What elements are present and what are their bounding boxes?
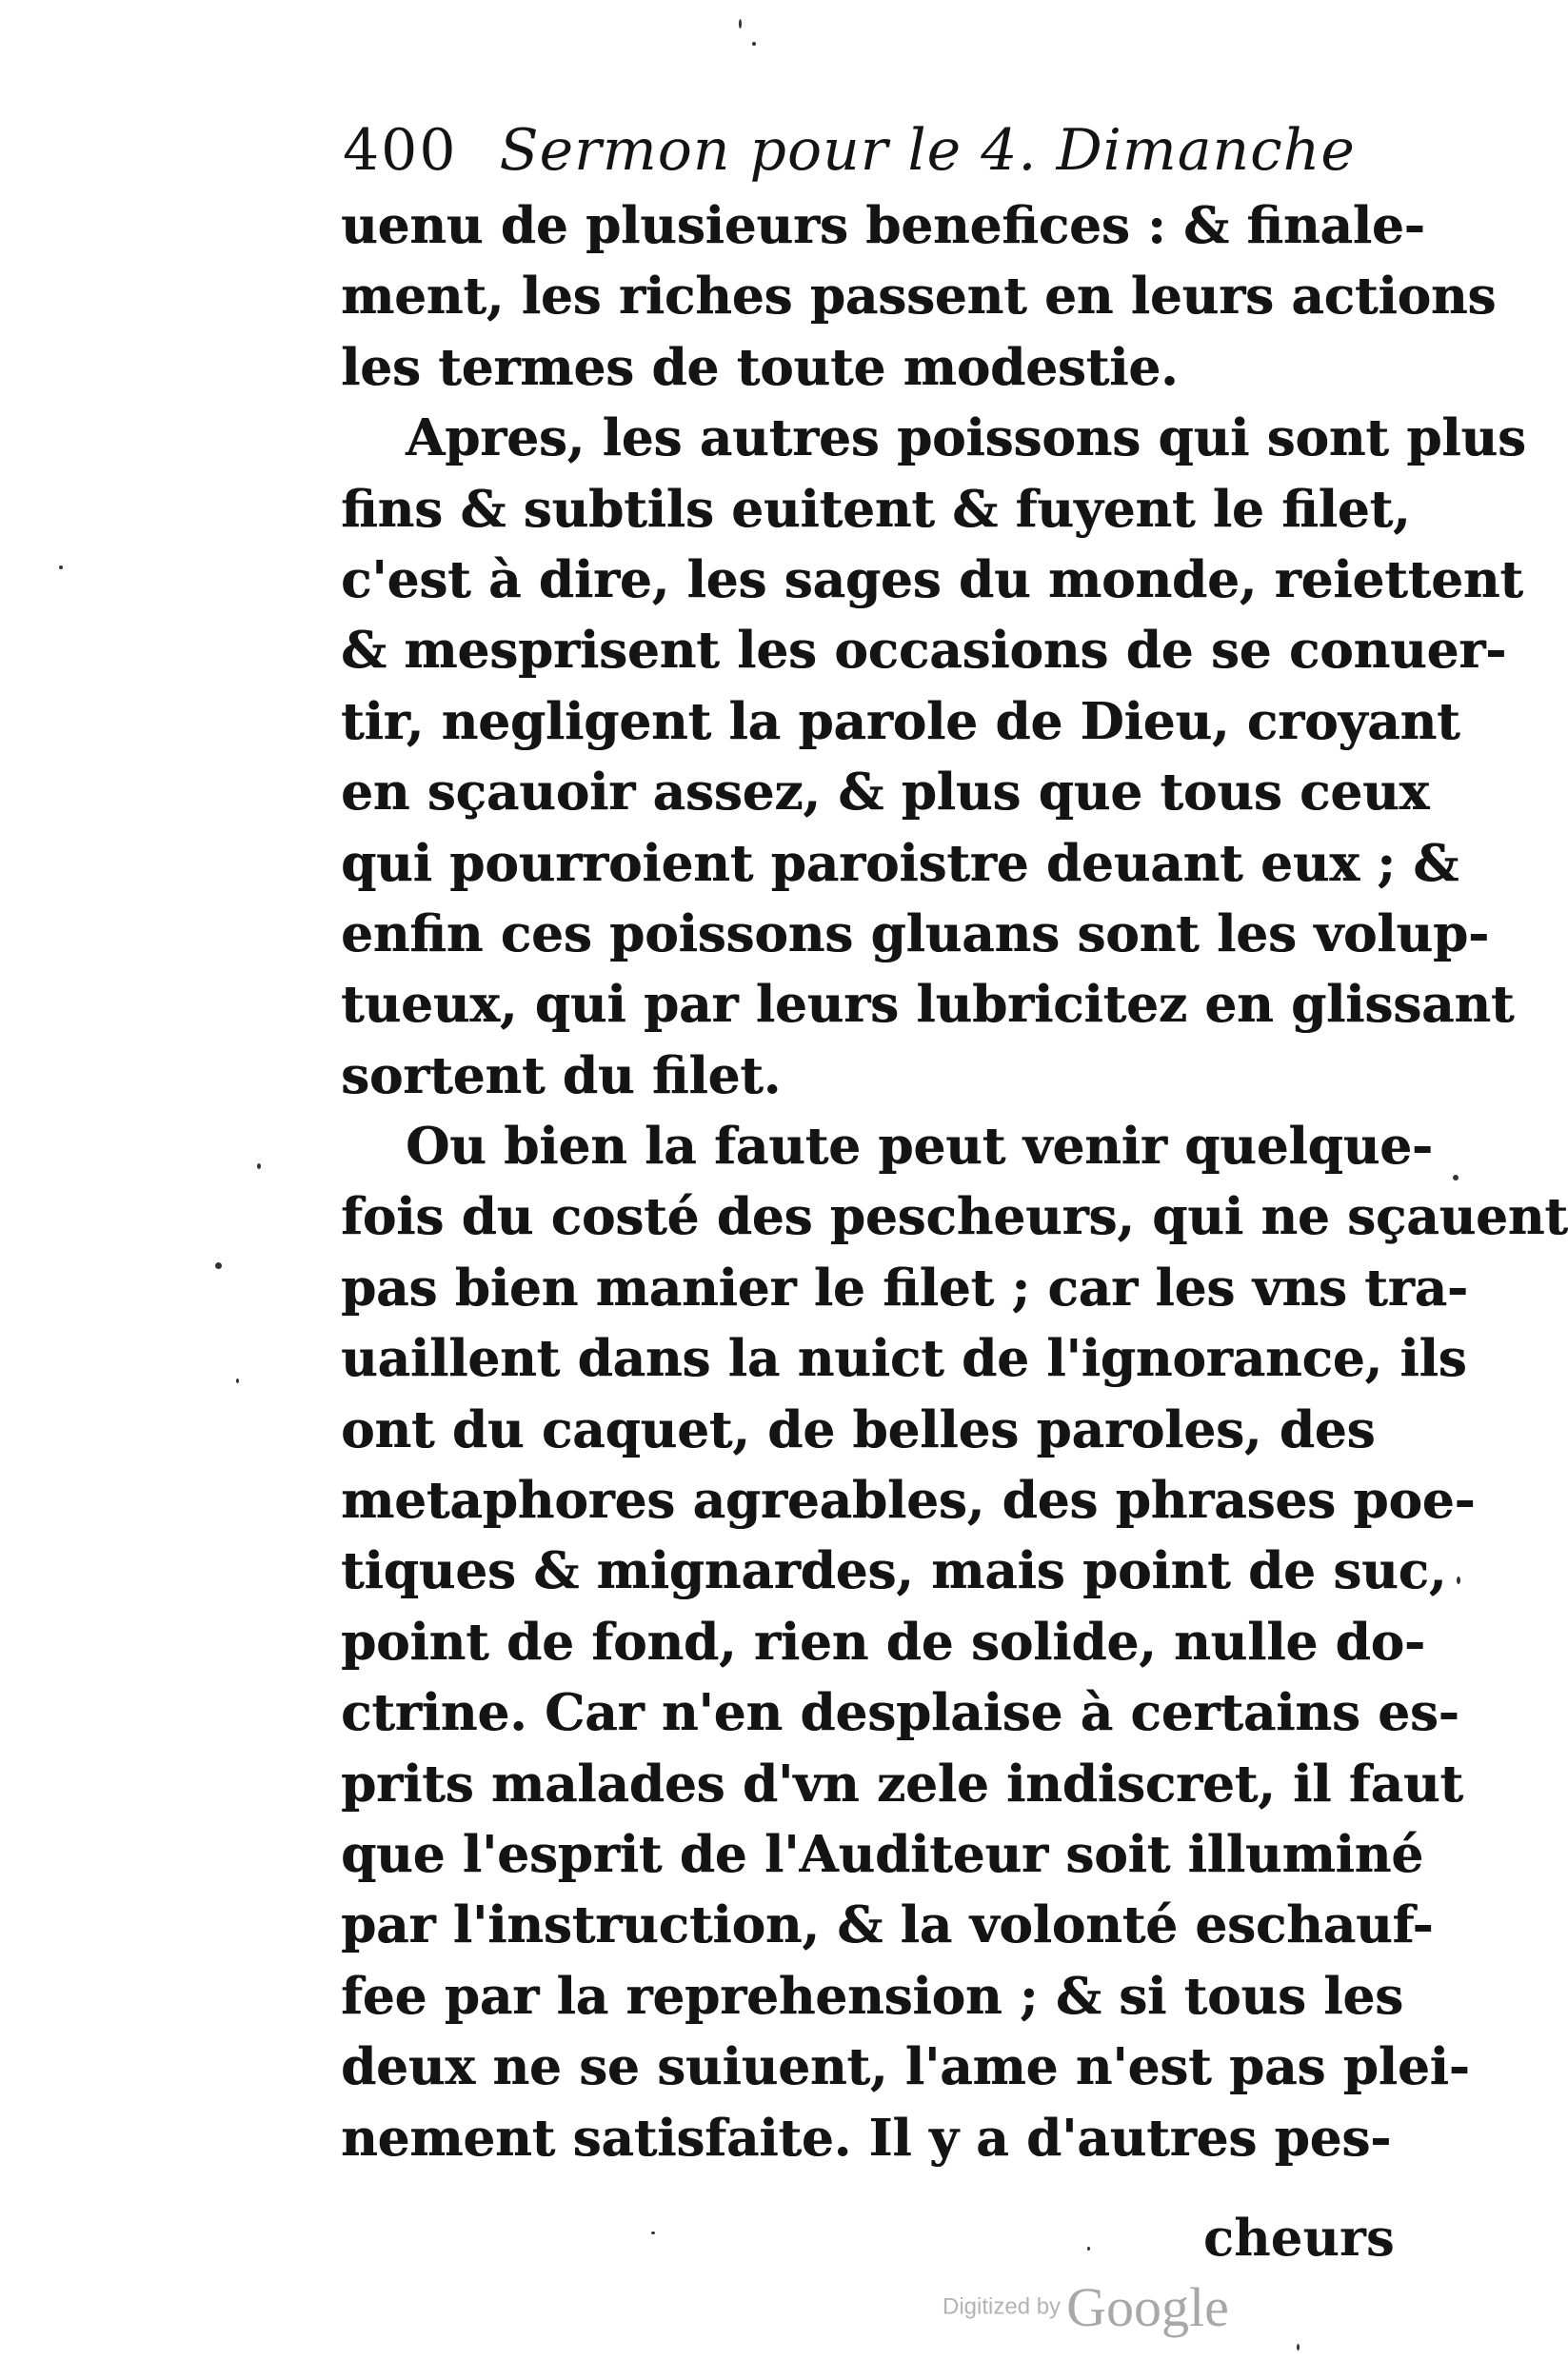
page-number: 400 [343,117,458,184]
text-line: sortent du filet. [341,1045,782,1105]
watermark-prefix: Digitized by [943,2293,1062,2320]
text-line: & mesprisent les occasions de se conuer- [341,621,1507,681]
text-line: uenu de plusieurs benefices : & finale- [341,196,1425,255]
paragraph-first-line: Apres, les autres poissons qui sont plus [406,408,1526,468]
ink-speck [236,1378,239,1383]
text-line: qui pourroient paroistre deuant eux ; & [341,833,1459,893]
text-line: uaillent dans la nuict de l'ignorance, ils [341,1329,1467,1389]
ink-speck [59,565,63,569]
ink-speck [752,42,756,46]
ink-speck [215,1262,222,1269]
text-line: prits malades d'vn zele indiscret, il faut [341,1754,1463,1814]
ink-speck [1087,2247,1090,2251]
google-logo: Google [1066,2276,1229,2338]
body-text [341,190,1568,2173]
text-line: nement satisfaite. Il y a d'autres pes- [341,2108,1392,2168]
text-line: metaphores agreables, des phrases poe- [341,1471,1476,1531]
ink-speck [1297,2344,1300,2350]
text-line: c'est à dire, les sages du monde, reiettent [341,549,1523,609]
running-head [343,112,1356,188]
text-line: par l'instruction, & la volonté eschauf- [341,1895,1434,1955]
text-line: ment, les riches passent en leurs actions [341,267,1497,327]
text-line: que l'esprit de l'Auditeur soit illuminé [341,1824,1423,1884]
catchword: cheurs [1203,2209,1395,2268]
running-title: Sermon pour le 4. Dimanche [499,117,1356,184]
text-line: fois du costé des pescheurs, qui ne sçauent [341,1187,1568,1247]
text-line: fins & subtils euitent & fuyent le filet, [341,479,1411,539]
ink-speck [257,1163,261,1169]
ink-speck [1457,1577,1460,1584]
paragraph-first-line: Ou bien la faute peut venir quelque- [406,1117,1433,1177]
text-line: point de fond, rien de solide, nulle do- [341,1612,1425,1672]
ink-speck [739,19,742,29]
text-line: les termes de toute modestie. [341,337,1179,397]
digitized-watermark [943,2275,1323,2342]
text-line: pas bien manier le filet ; car les vns tra- [341,1258,1468,1318]
text-line: tiques & mignardes, mais point de suc, [341,1541,1447,1601]
ink-speck [651,2231,655,2234]
text-line: ctrine. Car n'en desplaise à certains es- [341,1683,1459,1743]
text-line: tueux, qui par leurs lubricitez en glissant [341,975,1515,1035]
text-line: enfin ces poissons gluans sont les volup- [341,903,1490,963]
text-line: ont du caquet, de belles paroles, des [341,1399,1376,1459]
text-line: deux ne se suiuent, l'ame n'est pas plei- [341,2037,1470,2097]
text-line: en sçauoir assez, & plus que tous ceux [341,763,1430,823]
text-line: tir, negligent la parole de Dieu, croyant [341,691,1460,751]
text-line: fee par la reprehension ; & si tous les [341,1966,1403,2026]
ink-speck [1453,1175,1459,1180]
